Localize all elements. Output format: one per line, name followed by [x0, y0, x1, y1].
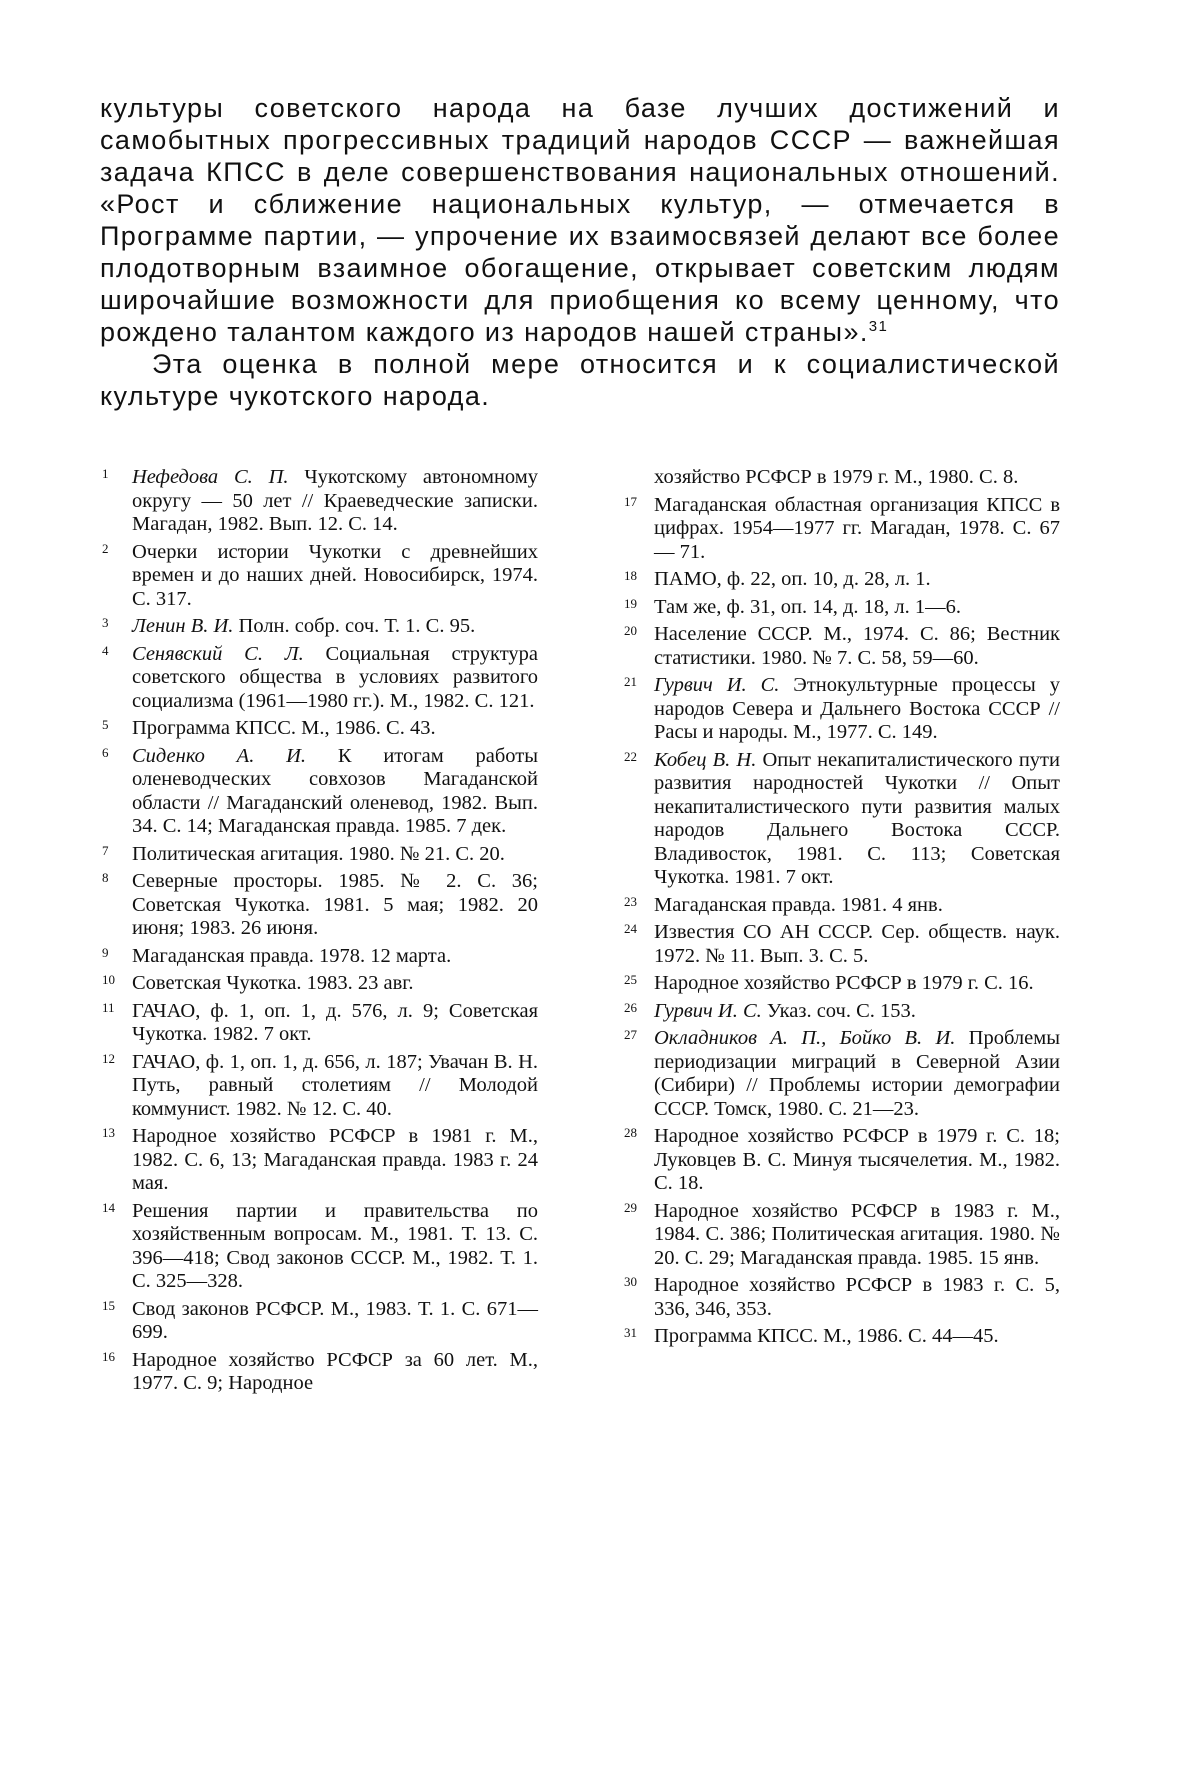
footnote-number: 10 — [102, 968, 115, 992]
footnote — [100, 1298, 538, 1345]
footnote-number: 5 — [102, 713, 109, 737]
footnote-number: 29 — [624, 1196, 637, 1220]
footnote-ref-31: 31 — [869, 318, 889, 335]
footnote-text: Политическая агитация. 1980. № 21. С. 20. — [132, 843, 505, 865]
footnote-number: 7 — [102, 839, 109, 863]
footnote-number: 2 — [102, 537, 109, 561]
footnote-text: Народное хозяйство РСФСР в 1979 г. С. 18; Луковцев В. С. Минуя тысячелетия. М., 1982. С. 18. — [654, 1125, 1060, 1194]
footnote-text: Магаданская правда. 1981. 4 янв. — [654, 894, 943, 916]
footnote-number: 23 — [624, 890, 637, 914]
footnote-text: Проблемы периодизации миграций в Северной Азии (Сибири) // Проблемы истории демографии СССР. Томск, 1980. С. 21—23. — [654, 1027, 1060, 1120]
footnote-text: Очерки истории Чукотки с древнейших времен и до наших дней. Новосибирск, 1974. С. 317. — [132, 541, 538, 610]
page — [100, 92, 1060, 412]
footnote — [100, 745, 538, 839]
footnote-author: Кобец В. Н. — [654, 749, 756, 771]
footnote-number: 18 — [624, 564, 637, 588]
footnote-number: 24 — [624, 917, 637, 941]
footnote — [622, 921, 1060, 968]
footnote — [622, 596, 1060, 620]
footnote — [100, 1125, 538, 1196]
footnote-text: Магаданская правда. 1978. 12 марта. — [132, 945, 451, 967]
footnote-text: ГАЧАО, ф. 1, оп. 1, д. 656, л. 187; Увачан В. Н. Путь, равный столетиям // Молодой коммунист. 1982. № 12. С. 40. — [132, 1051, 538, 1120]
footnote — [100, 1000, 538, 1047]
footnote — [622, 623, 1060, 670]
footnote — [100, 1200, 538, 1294]
footnote-number: 28 — [624, 1121, 637, 1145]
footnote-number: 15 — [102, 1294, 115, 1318]
footnote-number: 6 — [102, 741, 109, 765]
footnote-number: 31 — [624, 1321, 637, 1345]
footnote-author: Окладников А. П., Бойко В. И. — [654, 1027, 955, 1049]
footnote-text: Магаданская областная организация КПСС в цифрах. 1954—1977 гг. Магадан, 1978. С. 67— 71. — [654, 494, 1060, 563]
footnote-number: 8 — [102, 866, 109, 890]
footnote-text: Опыт некапиталистического пути развития народностей Чукотки // Опыт некапиталистического пути развития малых народов Дальнего Востока СССР. Владивосток, 1981. С. 113; Советская Чукотка. 1981. 7 окт. — [654, 749, 1060, 889]
footnote — [622, 1000, 1060, 1024]
footnote — [100, 945, 538, 969]
paragraph-1 — [100, 92, 1060, 348]
footnote — [622, 749, 1060, 890]
footnote-author: Гурвич И. С. — [654, 1000, 762, 1022]
footnote-number: 3 — [102, 611, 109, 635]
footnote — [100, 717, 538, 741]
footnote-author: Нефедова С. П. — [132, 466, 289, 488]
footnote — [622, 972, 1060, 996]
footnote-author: Гурвич И. С. — [654, 674, 779, 696]
footnote-text: Там же, ф. 31, оп. 14, д. 18, л. 1—6. — [654, 596, 961, 618]
footnote — [622, 1200, 1060, 1271]
footnote-text: Народное хозяйство РСФСР в 1979 г. С. 16. — [654, 972, 1034, 994]
footnote — [100, 1349, 538, 1396]
footnote-number: 14 — [102, 1196, 115, 1220]
footnote-text: хозяйство РСФСР в 1979 г. М., 1980. С. 8. — [654, 466, 1018, 488]
paragraph-1-text: культуры советского народа на базе лучших достижений и самобытных прогрессивных традиций народов СССР — важнейшая задача КПСС в деле совершенствования национальных отношений. «Рост и сближение национальных культур, — отмечается в Программе партии, — упрочение их взаимосвязей делают все более плодотворным взаимное обогащение, открывает советским людям широчайшие возможности для приобщения ко всему ценному, что рождено талантом каждого из народов нашей страны». — [100, 93, 1060, 347]
footnote-number: 27 — [624, 1023, 637, 1047]
footnote — [100, 643, 538, 714]
footnote — [100, 466, 538, 537]
footnote-number: 25 — [624, 968, 637, 992]
footnote — [100, 870, 538, 941]
footnote-number: 21 — [624, 670, 637, 694]
footnote — [622, 1125, 1060, 1196]
footnote — [622, 494, 1060, 565]
footnote-text: Чукотскому автономному округу — 50 лет // Краеведческие записки. Магадан, 1982. Вып. 12. С. 14. — [132, 466, 538, 535]
footnote — [622, 568, 1060, 592]
footnote-number: 30 — [624, 1270, 637, 1294]
footnote-number: 22 — [624, 745, 637, 769]
footnote-number: 20 — [624, 619, 637, 643]
footnote-text: Полн. собр. соч. Т. 1. С. 95. — [233, 615, 475, 637]
footnote-author: Сенявский С. Л. — [132, 643, 304, 665]
footnote-text: Северные просторы. 1985. № 2. С. 36; Советская Чукотка. 1981. 5 мая; 1982. 20 июня; 1983. 26 июня. — [132, 870, 538, 939]
footnotes — [100, 466, 1060, 1400]
footnote-number: 16 — [102, 1345, 115, 1369]
footnote-author: Сиденко А. И. — [132, 745, 306, 767]
footnote-text: Народное хозяйство РСФСР за 60 лет. М., 1977. С. 9; Народное — [132, 1349, 538, 1395]
footnote-text: Программа КПСС. М., 1986. С. 43. — [132, 717, 436, 739]
footnote-text: Этнокультурные процессы у народов Севера и Дальнего Востока СССР // Расы и народы. М., 1977. С. 149. — [654, 674, 1060, 743]
footnote-text: ПАМО, ф. 22, оп. 10, д. 28, л. 1. — [654, 568, 931, 590]
footnotes-right-column — [622, 466, 1060, 1400]
footnote-text: Население СССР. М., 1974. С. 86; Вестник статистики. 1980. № 7. С. 58, 59—60. — [654, 623, 1060, 669]
footnote — [622, 466, 1060, 490]
footnote-number: 19 — [624, 592, 637, 616]
footnote — [100, 541, 538, 612]
footnote-text: Народное хозяйство РСФСР в 1981 г. М., 1982. С. 6, 13; Магаданская правда. 1983 г. 24 мая. — [132, 1125, 538, 1194]
footnote-text: Народное хозяйство РСФСР в 1983 г. М., 1984. С. 386; Политическая агитация. 1980. № 20. С. 29; Магаданская правда. 1985. 15 янв. — [654, 1200, 1060, 1269]
footnote-text: ГАЧАО, ф. 1, оп. 1, д. 576, л. 9; Советская Чукотка. 1982. 7 окт. — [132, 1000, 538, 1046]
footnote — [622, 1027, 1060, 1121]
footnotes-left-column — [100, 466, 538, 1400]
footnote-number: 9 — [102, 941, 109, 965]
main-text — [100, 92, 1060, 412]
footnote-number: 13 — [102, 1121, 115, 1145]
footnote-number: 17 — [624, 490, 637, 514]
footnote-number: 4 — [102, 639, 109, 663]
footnote — [100, 972, 538, 996]
footnote-number: 12 — [102, 1047, 115, 1071]
footnote — [622, 674, 1060, 745]
footnote-text: Указ. соч. С. 153. — [762, 1000, 916, 1022]
footnote — [100, 615, 538, 639]
footnote-text: Социальная структура советского общества в условиях развитого социализма (1961—1980 гг.). М., 1982. С. 121. — [132, 643, 538, 712]
footnote-text: Народное хозяйство РСФСР в 1983 г. С. 5, 336, 346, 353. — [654, 1274, 1060, 1320]
footnote-text: Известия СО АН СССР. Сер. обществ. наук. 1972. № 11. Вып. 3. С. 5. — [654, 921, 1060, 967]
footnote — [622, 894, 1060, 918]
footnote-text: Свод законов РСФСР. М., 1983. Т. 1. С. 671—699. — [132, 1298, 538, 1344]
footnote-text: Программа КПСС. М., 1986. С. 44—45. — [654, 1325, 999, 1347]
footnote-text: Советская Чукотка. 1983. 23 авг. — [132, 972, 414, 994]
paragraph-2: Эта оценка в полной мере относится и к социалистической культуре чукотского народа. — [100, 348, 1060, 412]
footnote-author: Ленин В. И. — [132, 615, 233, 637]
footnote-text: К итогам работы оленеводческих совхозов Магаданской области // Магаданский оленевод, 1982. Вып. 34. С. 14; Магаданская правда. 1985. 7 дек. — [132, 745, 538, 838]
footnote — [622, 1325, 1060, 1349]
footnote-number: 1 — [102, 462, 109, 486]
footnote-text: Решения партии и правительства по хозяйственным вопросам. М., 1981. Т. 13. С. 396—418; Свод законов СССР. М., 1982. Т. 1. С. 325—328. — [132, 1200, 538, 1293]
footnote-number: 11 — [102, 996, 115, 1020]
footnote — [100, 843, 538, 867]
footnote — [100, 1051, 538, 1122]
footnote — [622, 1274, 1060, 1321]
footnote-number: 26 — [624, 996, 637, 1020]
